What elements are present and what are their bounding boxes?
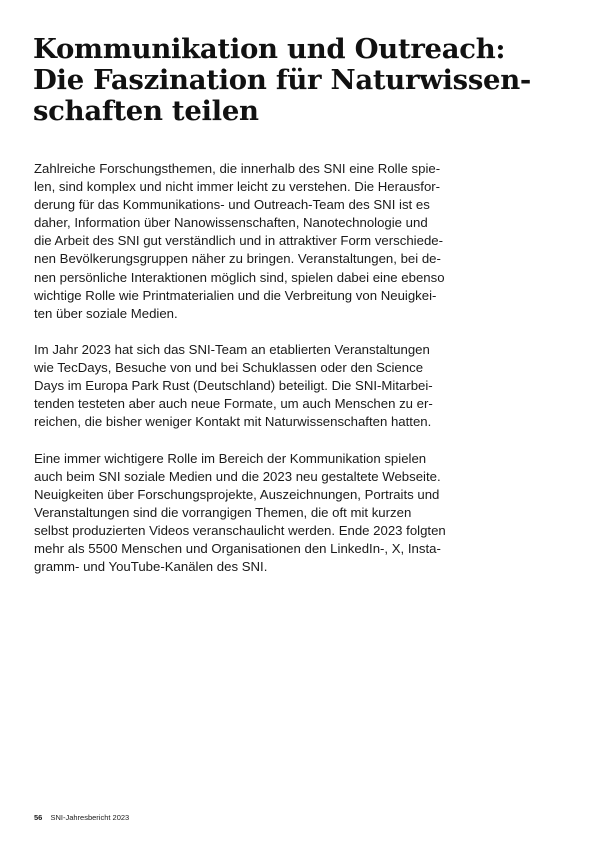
text-line: daher, Information über Nanowissenschaften, Nanotechnologie und	[34, 215, 428, 231]
text-line: Neuigkeiten über Forschungsprojekte, Auszeichnungen, Portraits und	[34, 486, 440, 502]
text-line: mehr als 5500 Menschen und Organisationen den LinkedIn-, X, Insta-	[34, 540, 441, 556]
text-line: Veranstaltungen sind die vorrangigen Themen, die oft mit kurzen	[34, 504, 412, 520]
text-line: gramm- und YouTube-Kanälen des SNI.	[34, 559, 268, 575]
text-line: len, sind komplex und nicht immer leicht zu verstehen. Die Herausfor-	[34, 179, 441, 195]
text-line: nen persönliche Interaktionen möglich sind, spielen dabei eine ebenso	[34, 269, 445, 285]
text-line: Eine immer wichtigere Rolle im Bereich der Kommunikation spielen	[34, 450, 427, 466]
text-line: Im Jahr 2023 hat sich das SNI-Team an etablierten Veranstaltungen	[34, 341, 430, 357]
title-line: Kommunikation und Outreach:	[33, 33, 506, 65]
title-line: schaften teilen	[33, 95, 259, 127]
text-line: Zahlreiche Forschungsthemen, die innerhalb des SNI eine Rolle spie-	[34, 161, 441, 176]
text-line: Days im Europa Park Rust (Deutschland) beteiligt. Die SNI-Mitarbei-	[34, 378, 433, 394]
text-line: ten über soziale Medien.	[34, 305, 178, 321]
paragraph-2	[34, 341, 474, 431]
text-line: nen Bevölkerungsgruppen näher zu bringen. Veranstaltungen, bei de-	[34, 251, 441, 267]
publication-name: SNI-Jahresbericht 2023	[50, 813, 130, 822]
paragraph-1	[34, 160, 474, 323]
title-line: Die Faszination für Naturwissen-	[33, 64, 532, 96]
text-line: wichtige Rolle wie Printmaterialien und die Verbreitung von Neuigkei-	[34, 287, 437, 303]
text-line: tenden testeten aber auch neue Formate, um auch Menschen zu er-	[34, 396, 433, 412]
text-line: auch beim SNI soziale Medien und die 2023 neu gestaltete Webseite.	[34, 468, 441, 484]
text-line: selbst produzierten Videos veranschaulicht werden. Ende 2023 folgten	[34, 522, 446, 538]
text-line: reichen, die bisher weniger Kontakt mit Naturwissenschaften hatten.	[34, 414, 432, 430]
text-line: die Arbeit des SNI gut verständlich und in attraktiver Form verschiede-	[34, 233, 443, 249]
page-number: 56	[34, 813, 43, 822]
text-line: derung für das Kommunikations- und Outreach-Team des SNI ist es	[34, 197, 430, 213]
paragraph-3	[34, 450, 474, 577]
page-title	[33, 34, 573, 127]
text-line: wie TecDays, Besuche von und bei Schuklassen oder den Science	[34, 360, 424, 376]
body-text	[34, 160, 474, 594]
page-footer	[34, 813, 129, 823]
